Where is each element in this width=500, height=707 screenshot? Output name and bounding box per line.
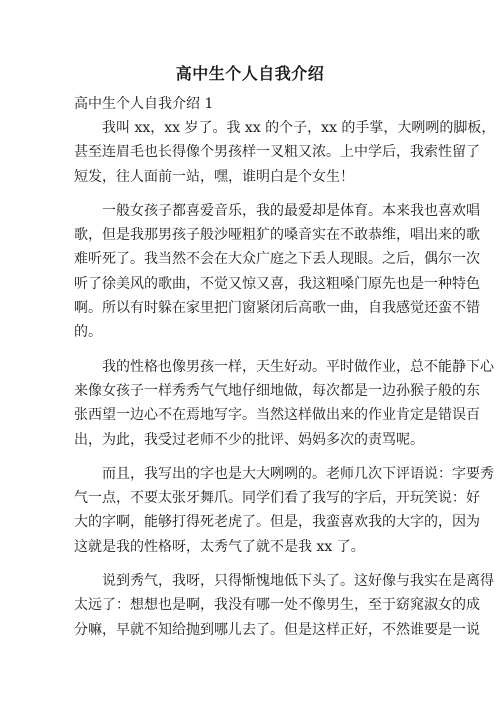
- paragraph-4: [74, 462, 494, 559]
- document-title: 高中生个人自我介绍: [175, 64, 325, 83]
- text-line: 出，为此，我受过老师不少的批评、妈妈多次的责骂呢。: [74, 431, 424, 448]
- paragraph-1: [74, 116, 496, 189]
- paragraph-5: [74, 569, 494, 642]
- text-line: 啊。所以有时躲在家里把门窗紧闭后高歌一曲，自我感觉还蛮不错: [74, 300, 480, 317]
- document-body: [74, 116, 496, 652]
- text-line: 听了徐美风的歌曲，不觉又惊又喜，我这粗嗓门原先也是一种特色: [74, 275, 480, 292]
- text-line: 来像女孩子一样秀秀气气地仔细地做，每次都是一边孙猴子般的东: [74, 382, 480, 399]
- text-line: 歌，但是我那男孩子般沙哑粗犷的嗓音实在不敢恭维，唱出来的歌: [74, 227, 480, 244]
- text-line: 而且，我写出的字也是大大咧咧的。老师几次下评语说：字要秀: [102, 465, 494, 482]
- paragraph-2: [74, 199, 480, 345]
- text-line: 短发，往人面前一站，嘿，谁明白是个女生！: [74, 168, 354, 185]
- text-line: 一般女孩子都喜爱音乐，我的最爱却是体育。本来我也喜欢唱: [102, 202, 480, 219]
- text-line: 分嘛，早就不知给抛到哪儿去了。但是这样正好，不然谁要是一说: [74, 621, 480, 638]
- text-line: 气一点，不要太张牙舞爪。同学们看了我写的字后，开玩笑说：好: [74, 490, 480, 507]
- text-line: 太远了：想想也是啊，我没有哪一处不像男生，至于窈窕淑女的成: [74, 597, 480, 614]
- text-line: 我的性格也像男孩一样，天生好动。平时做作业，总不能静下心: [102, 358, 494, 375]
- text-line: 大的字啊，能够打得死老虎了。但是，我蛮喜欢我的大字的，因为: [74, 514, 480, 531]
- paragraph-3: [74, 355, 494, 452]
- text-line: 这就是我的性格呀，太秀气了就不是我 xx 了。: [74, 538, 365, 555]
- text-line: 难听死了。我当然不会在大众广庭之下丢人现眼。之后，偶尔一次: [74, 251, 480, 268]
- text-line: 说到秀气，我呀，只得惭愧地低下头了。这好像与我实在是离得: [102, 573, 494, 590]
- text-line: 张西望一边心不在焉地写字。当然这样做出来的作业肯定是错误百: [74, 407, 480, 424]
- text-line: 我叫 xx，xx 岁了。我 xx 的个子，xx 的手掌，大咧咧的脚板，: [102, 120, 496, 136]
- document-subtitle: 高中生个人自我介绍 1: [74, 96, 214, 112]
- text-line: 甚至连眉毛也长得像个男孩样一叉粗又浓。上中学后，我索性留了: [74, 144, 480, 161]
- text-line: 的。: [74, 324, 102, 341]
